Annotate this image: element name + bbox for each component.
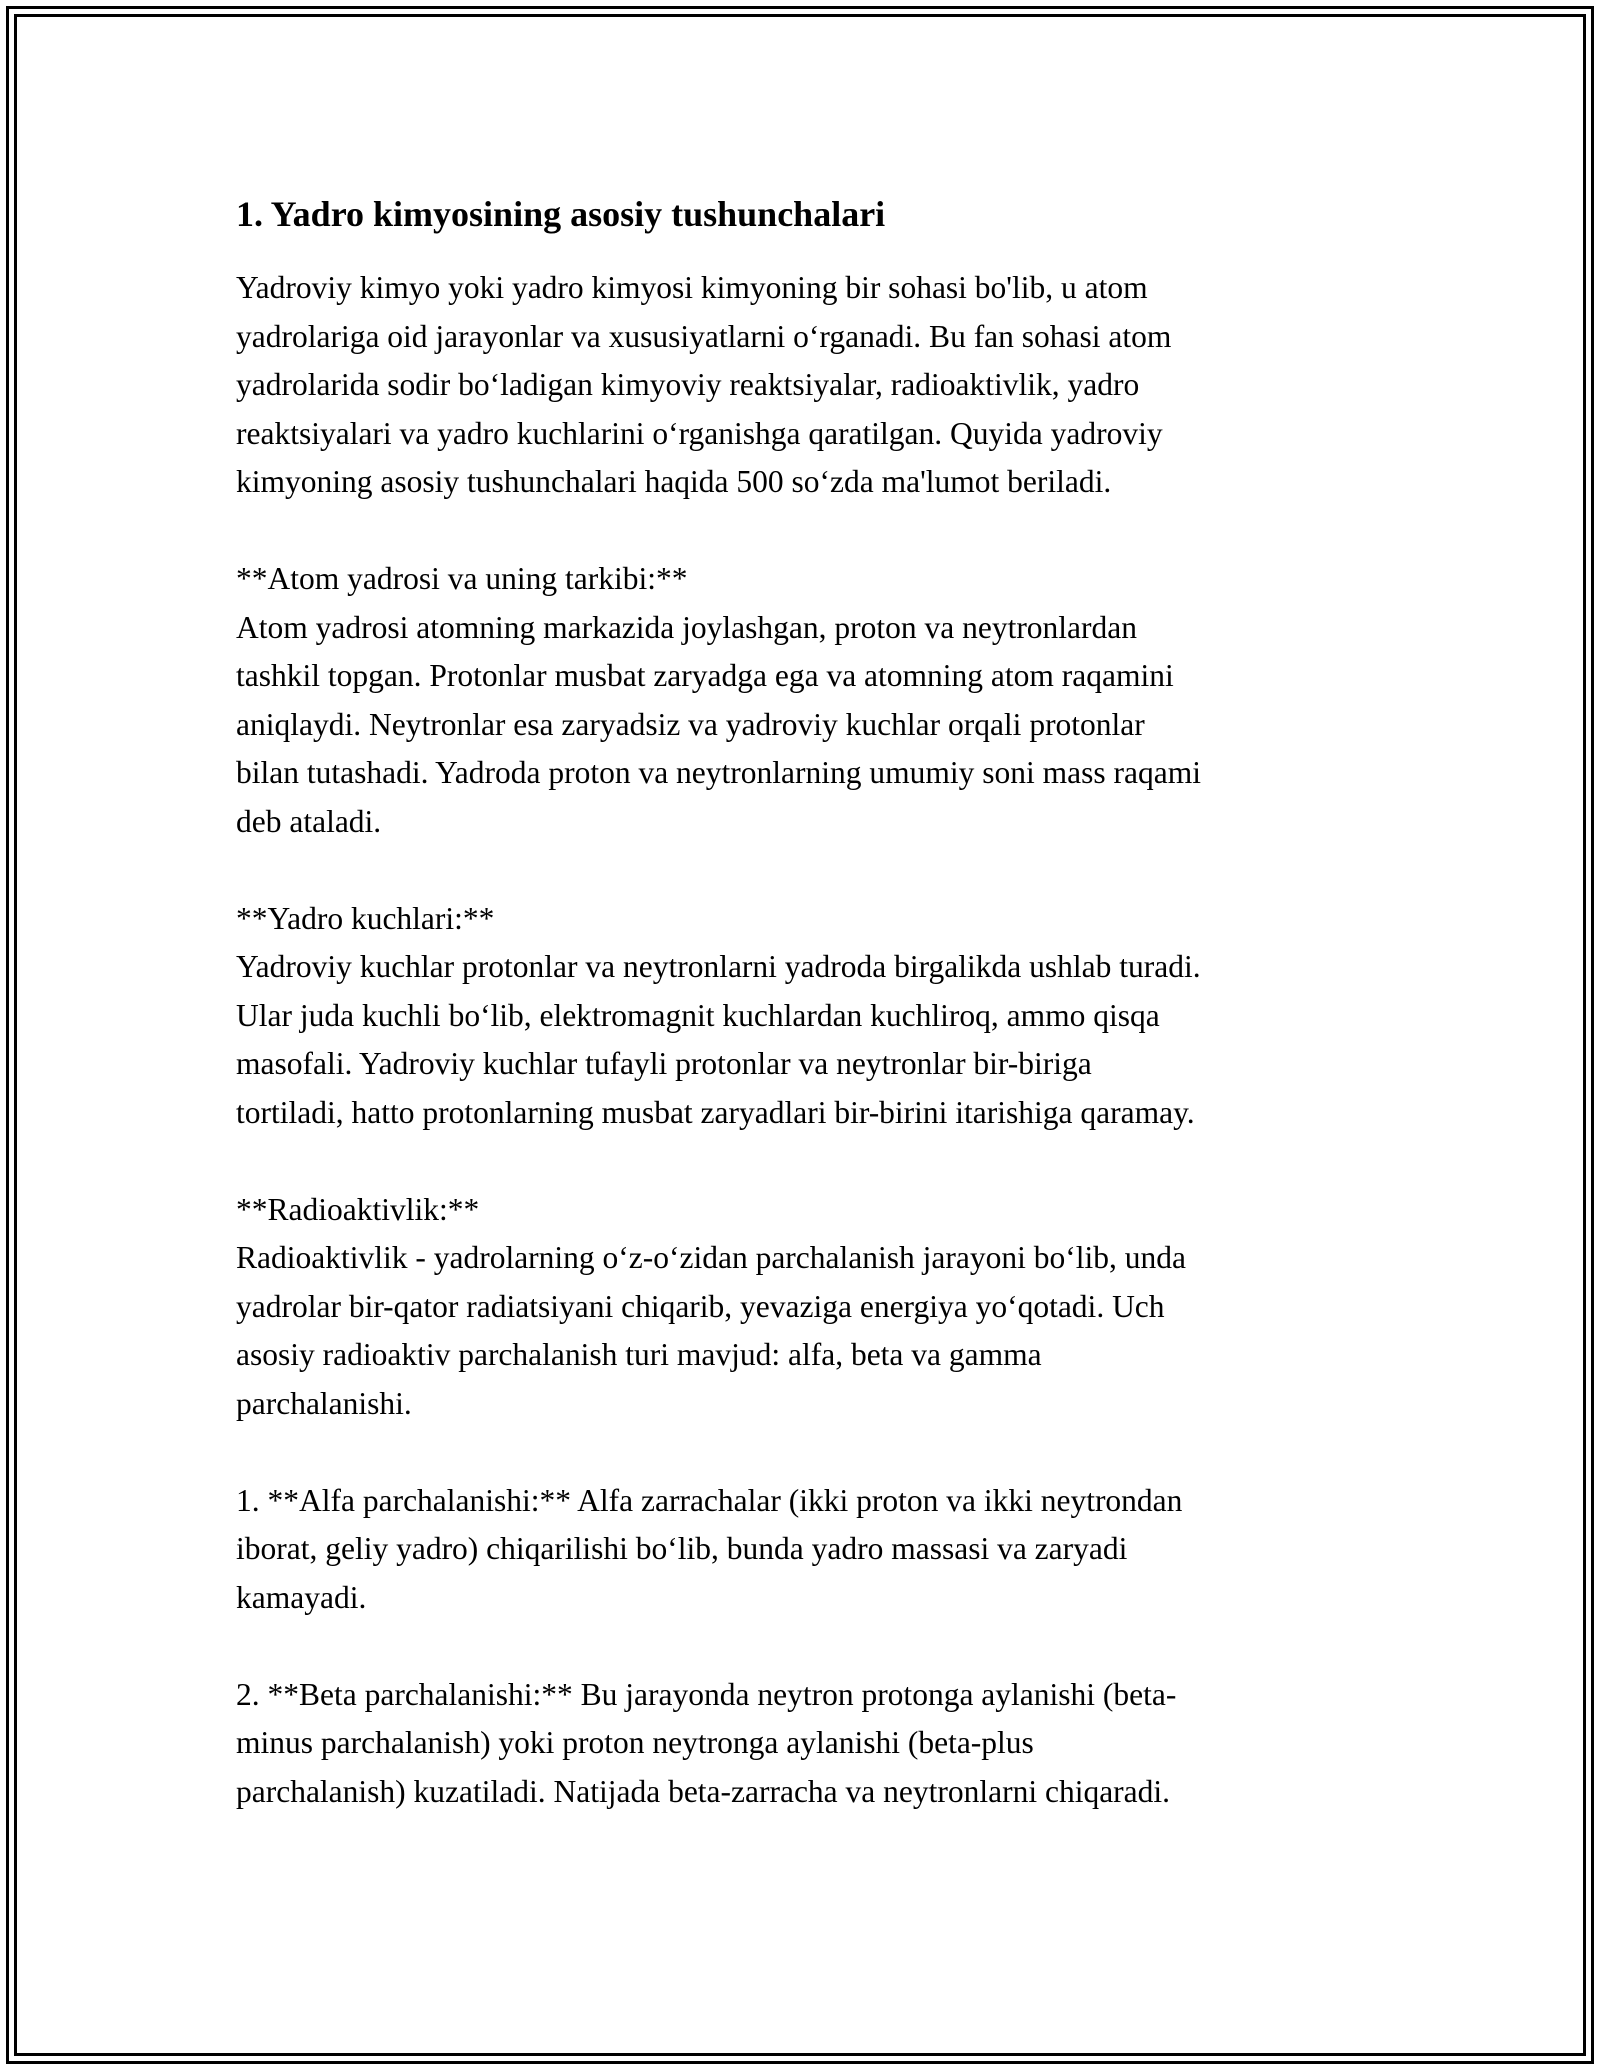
section-body-atom-nucleus: Atom yadrosi atomning markazida joylashgan, proton va neytronlardan tashkil topgan. Protonlar musbat zaryadga ega va atomning atom raqamini aniqlaydi. Neytronlar esa zaryadsiz va yadroviy kuchlar orqali protonlar bilan tutashadi. Yadroda proton va neytronlarning umumiy soni mass raqami deb ataladi.	[236, 609, 1201, 839]
section-heading-atom-nucleus: **Atom yadrosi va uning tarkibi:**	[236, 561, 688, 596]
page-title: 1. Yadro kimyosining asosiy tushunchalari	[236, 194, 886, 234]
section-heading-nuclear-forces: **Yadro kuchlari:**	[236, 900, 495, 936]
list-item-beta-decay: 2. **Beta parchalanishi:** Bu jarayonda neytron protonga aylanishi (beta- minus parchalanish) yoki proton neytronga aylanishi (beta-plus parchalanish) kuzatiladi. Natijada beta-zarracha va neytronlarni chiqaradi.	[236, 1676, 1177, 1809]
paragraph-spacer	[236, 846, 1376, 895]
paragraph-spacer	[236, 1137, 1376, 1186]
paragraph-spacer	[236, 507, 1376, 556]
section-heading-radioactivity: **Radioaktivlik:**	[236, 1191, 480, 1227]
document-body	[236, 186, 1376, 1816]
section-body-radioactivity: Radioaktivlik - yadrolarning o‘z-o‘zidan parchalanish jarayoni bo‘lib, unda yadrolar bir-qator radiatsiyani chiqarib, yevaziga energiya yo‘qotadi. Uch asosiy radioaktiv parchalanish turi mavjud: alfa, beta va gamma parchalanishi.	[236, 1240, 1186, 1421]
section-body-nuclear-forces: Yadroviy kuchlar protonlar va neytronlarni yadroda birgalikda ushlab turadi. Ular juda kuchli bo‘lib, elektromagnit kuchlardan kuchliroq, ammo qisqa masofali. Yadroviy kuchlar tufayli protonlar va neytronlar bir-biriga tortiladi, hatto protonlarning musbat zaryadlari bir-birini itarishiga qaramay.	[236, 949, 1201, 1130]
intro-paragraph: Yadroviy kimyo yoki yadro kimyosi kimyoning bir sohasi bo'lib, u atom yadrolariga oid jarayonlar va xususiyatlarni o‘rganadi. Bu fan sohasi atom yadrolarida sodir bo‘ladigan kimyoviy reaktsiyalar, radioaktivlik, yadro reaktsiyalari va yadro kuchlarini o‘rganishga qaratilgan. Quyida yadroviy kimyoning asosiy tushunchalari haqida 500 so‘zda ma'lumot beriladi.	[236, 270, 1172, 499]
list-item-alpha-decay: 1. **Alfa parchalanishi:** Alfa zarrachalar (ikki proton va ikki neytrondan iborat, geliy yadro) chiqarilishi bo‘lib, bunda yadro massasi va zaryadi kamayadi.	[236, 1482, 1183, 1615]
paragraph-spacer	[236, 1428, 1376, 1477]
paragraph-spacer	[236, 1622, 1376, 1671]
